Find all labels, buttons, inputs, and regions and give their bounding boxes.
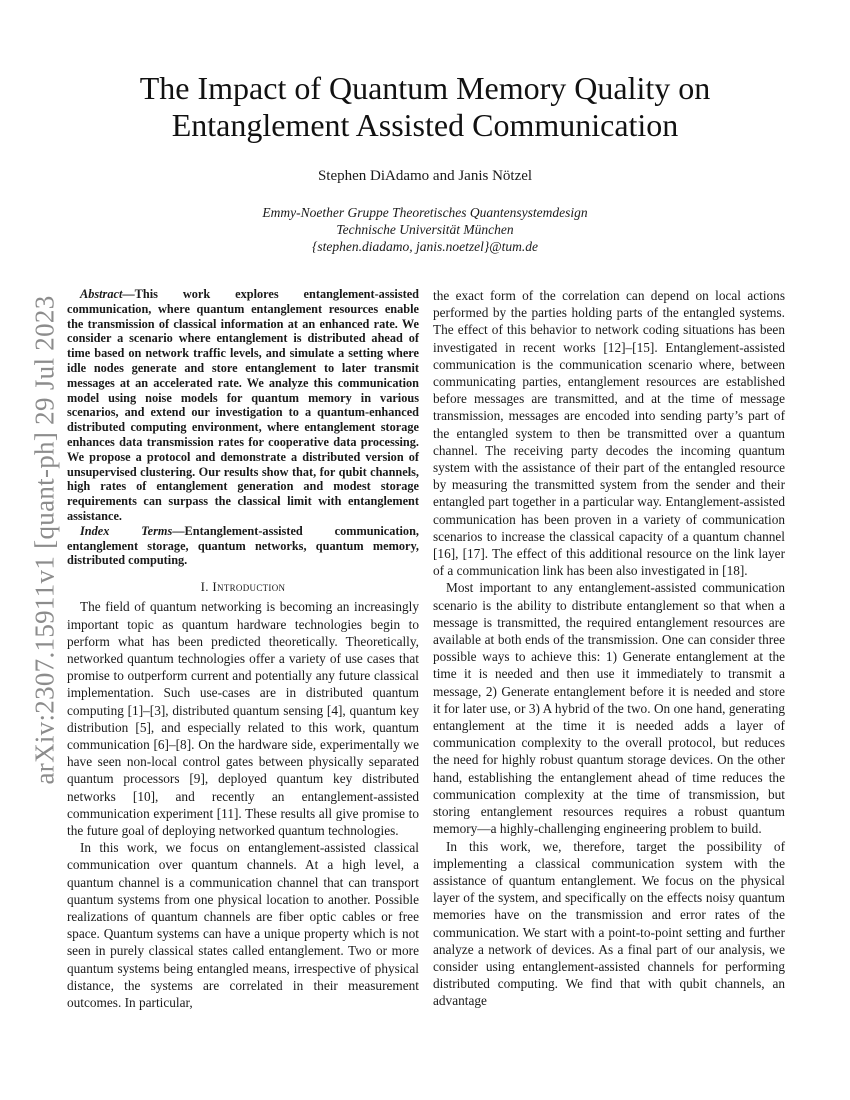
abstract-label: Abstract <box>80 287 123 301</box>
author-list: Stephen DiAdamo and Janis Nötzel <box>317 168 533 184</box>
index-terms-text: Entanglement-assisted communication, entanglement storage, quantum networks, quantum memory, distributed computing. <box>67 523 419 568</box>
affiliation-group: Emmy-Noether Gruppe Theoretisches Quantensystemdesign <box>262 205 588 220</box>
arxiv-identifier: arXiv:2307.15911v1 [quant-ph] 29 Jul 2023 <box>29 295 60 785</box>
affiliation-university: Technische Universität München <box>336 222 514 237</box>
body-paragraph: Most important to any entanglement-assisted communication scenario is the ability to distribute entanglement so that when a message is transmitted, the required entanglement resources are available at both ends of the transmission. One can consider three possible ways to achieve this: 1) Generate entanglement at the time it is needed and then use it immediately to transmit a message, 2) Generate entanglement before it is needed and store it for later use, or 3) A hybrid of the two. On one hand, generating entanglement at the time it is needed adds a layer of communication complexity to the overall protocol, but reduces the need for highly robust quantum storage devices. On the other hand, establishing the entanglement ahead of time reduces the communication complexity at the time of transmission, but storing entanglement resources requires a robust quantum memory—a highly-challenging engineering problem to build. <box>433 580 785 837</box>
right-column <box>433 287 785 1010</box>
affiliation-email: {stephen.diadamo, janis.noetzel}@tum.de <box>311 239 539 254</box>
abstract-dash: — <box>122 287 135 301</box>
affiliation-block <box>0 204 850 255</box>
index-terms-dash: — <box>172 523 185 538</box>
body-paragraph: The field of quantum networking is becoming an increasingly important topic as quantum hardware technologies begin to perform what has been predicted theoretically. Theoretically, networked quantum technologies offer a variety of use cases that promise to outperform current and potentially any future classical implementation. Such use-cases are in distributed quantum computing [1]–[3], distributed quantum sensing [4], quantum key distribution [5], and especially related to this work, quantum communication [6]–[8]. On the hardware side, experimentally we have seen non-local control gates between physically separated quantum processors [9], deployed quantum key distributed networks [10], and recently an entanglement-assisted communication experiment [11]. These results all give promise to the future goal of deploying networked quantum technologies. <box>67 599 419 838</box>
section-heading <box>67 578 419 595</box>
left-column <box>67 287 419 1011</box>
title-line-1: The Impact of Quantum Memory Quality on <box>139 70 711 106</box>
index-terms-label: Index Terms <box>80 523 173 538</box>
title-line-2: Entanglement Assisted Communication <box>171 107 679 143</box>
section-title: Introduction <box>212 579 286 595</box>
abstract-text: This work explores entanglement-assisted communication, where quantum entanglement resources enable the transmission of classical information at an enhanced rate. We consider a scenario where entanglement is distributed ahead of time based on network traffic levels, and simulate a setting where idle nodes generate and store entanglement to later transmit messages at an accelerated rate. We analyze this communication model using noise models for quantum memory in various scenarios, and extend our investigation to a quantum-enhanced distributed computing environment, where entanglement storage enhances data transmission rates for cooperative data processing. We propose a protocol and demonstrate a distributed version of unsupervised clustering. Our results show that, for qubit channels, high rates of entanglement generation and modest storage requirements can surpass the classical limit with entanglement assistance. <box>67 287 419 523</box>
abstract <box>67 287 419 524</box>
section-number: I. <box>200 579 209 595</box>
body-paragraph: the exact form of the correlation can depend on local actions performed by the parties holding parts of the entangled systems. The effect of this behavior to network coding situations has been investigated in recent works [12]–[15]. Entanglement-assisted communication is the communication scenario where, between communicating parties, entanglement resources are established before messages are transmitted, and at the time of message transmission, messages are encoded into sending party’s part of the entangled system to then be transmitted over a quantum channel. The receiving party decodes the incoming quantum system with the assistance of their part of the entangled resource by measuring the transmitted system from the sender and their entangled part together in a particular way. Entanglement-assisted communication has been proven in a variety of communication scenarios to increase the classical capacity of a quantum channel [16], [17]. The effect of this additional resource on the link layer of a communication link has been also investigated in [18]. <box>433 288 785 579</box>
paper-title <box>60 70 790 144</box>
body-paragraph: In this work, we, therefore, target the possibility of implementing a classical communication system with the assistance of quantum entanglement. We focus on the physical layer of the system, and specifically on the effects noisy quantum memories have on the transmission and error rates of the communication. We start with a point-to-point setting and further analyze a network of devices. As a final part of our analysis, we consider using entanglement-assisted channels for performing distributed computing. We find that with qubit channels, an advantage <box>433 838 785 1009</box>
arxiv-side-label <box>30 290 60 790</box>
index-terms <box>67 524 419 568</box>
body-paragraph: In this work, we focus on entanglement-assisted classical communication over quantum channels. At a high level, a quantum channel is a communication channel that can transport quantum systems from one physical location to another. Possible realizations of quantum channels are fiber optic cables or free space. Quantum systems can have a unique property which is not seen in purely classical states called entanglement. Two or more quantum systems being entangled means, irrespective of physical distance, the systems are correlated in their measurement outcomes. In particular, <box>67 840 419 1011</box>
